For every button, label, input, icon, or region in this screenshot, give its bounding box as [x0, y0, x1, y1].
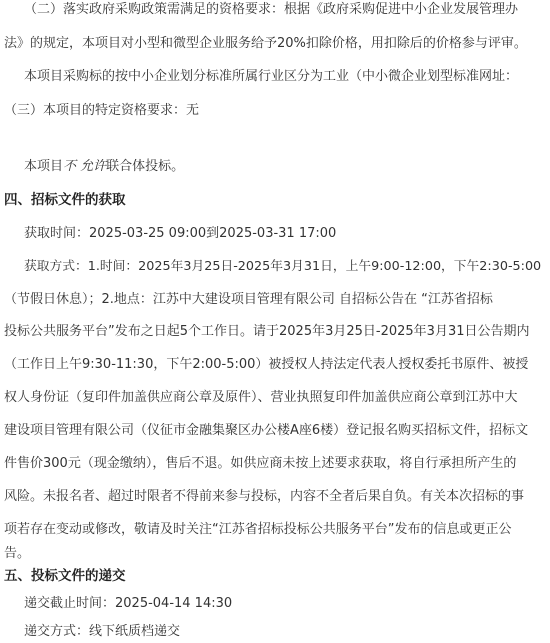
acquisition-method-line-10: 告。	[4, 546, 31, 561]
acquisition-method-line-5: 权人身份证（复印件加盖供应商公章及原件）、营业执照复印件加盖供应商公章到江苏中大	[4, 390, 518, 405]
section-four-heading: 四、招标文件的获取	[4, 192, 126, 208]
submission-method-line: 递交方式：线下纸质档递交	[24, 624, 181, 639]
section-five-heading: 五、投标文件的递交	[4, 568, 126, 584]
acquisition-method-line-7: 件售价300元（现金缴纳），售后不退。如供应商未按上述要求获取，将自行承担所产生的	[4, 456, 517, 471]
acquisition-method-line-6: 建设项目管理有限公司（仪征市金融集聚区办公楼A座6楼）登记报名购买招标文件，招标文	[4, 423, 529, 438]
consortium-emphasis: 不 允许	[63, 159, 107, 174]
policy-requirement-line-1: （二）落实政府采购政策需满足的资格要求：根据《政府采购促进中小企业发展管理办	[24, 2, 519, 17]
consortium-prefix: 本项目	[24, 159, 64, 174]
industry-classification-line: 本项目采购标的按中小企业划分标准所属行业区分为工业（中小微企业划型标准网址：	[24, 69, 519, 84]
acquisition-method-line-3: 投标公共服务平台”发布之日起5个工作日。请于2025年3月25日-2025年3月31日公告期内	[4, 324, 530, 339]
specific-qualification-line: （三）本项目的特定资格要求：无	[4, 103, 200, 118]
acquisition-method-line-2: （节假日休息）；2.地点：江苏中大建设项目管理有限公司 自招标公告在 “江苏省招标	[4, 292, 493, 307]
acquisition-method-line-8: 风险。未报名者、超过时限者不得前来参与投标，内容不全者后果自负。有关本次招标的事	[4, 489, 525, 504]
acquisition-time-line: 获取时间：2025-03-25 09:00到2025-03-31 17:00	[24, 226, 337, 241]
policy-requirement-line-2: 法》的规定，本项目对小型和微型企业服务给予20%扣除价格，用扣除后的价格参与评审。	[4, 36, 527, 51]
acquisition-method-line-4: （工作日上午9:30-11:30，下午2:00-5:00）被授权人持法定代表人授权委托书原件、被授	[4, 357, 529, 372]
acquisition-method-line-9: 项若存在变动或修改，敬请及时关注“江苏省招标投标公共服务平台”发布的信息或更正公	[4, 522, 512, 537]
consortium-suffix: 联合体投标。	[106, 159, 185, 174]
acquisition-method-line-1: 获取方式：1.时间：2025年3月25日-2025年3月31日，上午9:00-12:00，下午2:30-5:00	[24, 259, 542, 274]
consortium-line	[24, 159, 184, 175]
submission-deadline-line: 递交截止时间：2025-04-14 14:30	[24, 596, 233, 611]
